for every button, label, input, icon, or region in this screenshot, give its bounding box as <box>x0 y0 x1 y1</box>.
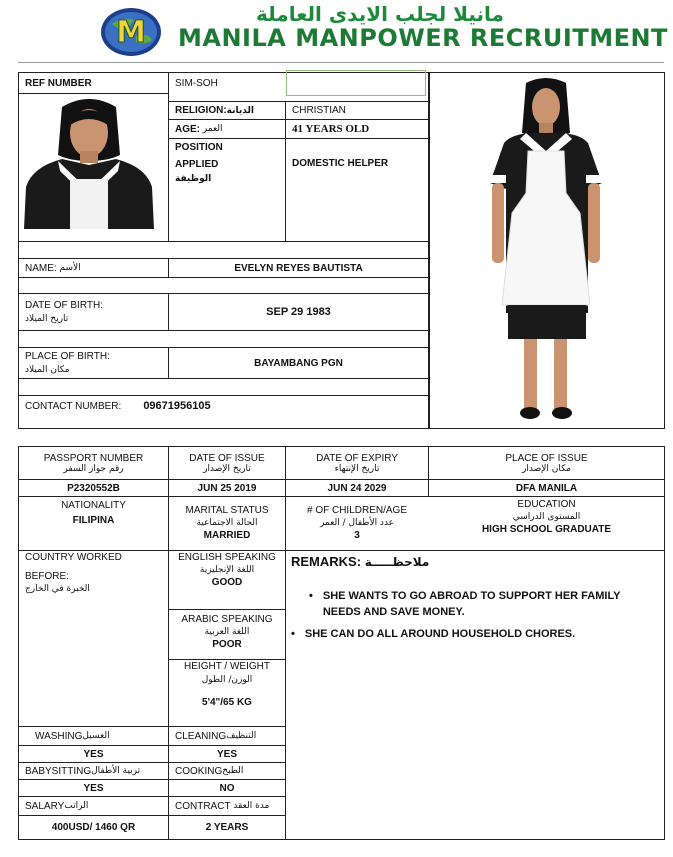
passport-number-header: PASSPORT NUMBER رقم جواز السفر <box>43 452 144 474</box>
place-of-issue-header: PLACE OF ISSUE مكان الإصدار <box>505 452 588 474</box>
date-of-issue-value: JUN 25 2019 <box>197 482 257 494</box>
contract-value: 2 YEARS <box>205 822 249 833</box>
english-speaking-cell: ENGLISH SPEAKING اللغة الإنجليزية GOOD <box>178 552 276 588</box>
portrait-photo-small <box>22 95 156 229</box>
dob-label: DATE OF BIRTH: تاريخ الميلاد <box>25 300 103 324</box>
salary-value: 400USD/ 1460 QR <box>51 822 136 833</box>
babysitting-value: YES <box>83 782 104 794</box>
place-of-issue-value: DFA MANILA <box>515 482 578 494</box>
name-label: NAME: الأسم <box>25 262 81 274</box>
name-value: EVELYN REYES BAUTISTA <box>234 262 363 274</box>
age-label: AGE: العمر <box>175 123 223 135</box>
arabic-speaking-cell: ARABIC SPEAKING اللغة العربية POOR <box>181 614 273 650</box>
religion-value: CHRISTIAN <box>292 105 346 116</box>
remark-item: • SHE CAN DO ALL AROUND HOUSEHOLD CHORES. <box>291 627 576 640</box>
cleaning-label: CLEANING التنظيف <box>175 730 257 742</box>
remarks-title: REMARKS: ملاحظـــــة <box>291 554 430 569</box>
height-weight-cell: HEIGHT / WEIGHT الوزن/ الطول 5'4"/65 KG <box>184 661 270 708</box>
ref-label: REF NUMBER <box>25 78 92 89</box>
header-english-title: MANILA MANPOWER RECRUITMENT <box>178 24 668 52</box>
date-of-issue-header: DATE OF ISSUE تاريخ الإصدار <box>189 452 265 474</box>
contact-value: 09671956105 <box>143 400 211 412</box>
pob-value: BAYAMBANG PGN <box>254 357 343 369</box>
dob-value: SEP 29 1983 <box>266 306 331 318</box>
babysitting-label: BABYSITTING تربية الأطفال <box>25 765 141 777</box>
pob-label: PLACE OF BIRTH: مكان الميلاد <box>25 351 110 375</box>
header-divider <box>18 62 664 63</box>
position-value: DOMESTIC HELPER <box>292 157 389 169</box>
country-worked-cell: COUNTRY WORKED BEFORE: الخبرة في الخارج <box>25 552 122 594</box>
date-of-expiry-header: DATE OF EXPIRY تاريخ الإنتهاء <box>316 452 398 474</box>
marital-status-cell: MARITAL STATUS الحالة الاجتماعية MARRIED <box>185 505 269 541</box>
ref-value: SIM-SOH <box>175 78 218 89</box>
company-logo <box>100 6 162 58</box>
contact-label: CONTACT NUMBER: <box>25 400 122 412</box>
portrait-photo-full <box>429 72 665 429</box>
cleaning-value: YES <box>216 748 237 760</box>
religion-label: RELIGION: الديانة <box>175 105 254 116</box>
cooking-label: COOKING الطبخ <box>175 765 244 777</box>
remarks-box <box>291 554 661 649</box>
remark-item: • SHE WANTS TO GO ABROAD TO SUPPORT HER FAMILY NEEDS AND SAVE MONEY. <box>309 590 621 618</box>
header-arabic-title: مانيلا لجلب الايدى العاملة <box>256 2 504 26</box>
age-value: 41 YEARS OLD <box>292 123 370 135</box>
date-of-expiry-value: JUN 24 2029 <box>327 482 387 494</box>
ref-blank-box <box>286 70 426 96</box>
salary-label: SALARY الراتب <box>25 800 89 812</box>
washing-label: WASHING الغسيل <box>35 730 110 742</box>
education-cell: EDUCATION المستوى الدراسي HIGH SCHOOL GRADUATE <box>481 499 612 535</box>
nationality-cell: NATIONALITY FILIPINA <box>61 500 126 526</box>
washing-value: YES <box>83 748 104 760</box>
svg-text:M: M <box>116 15 146 50</box>
cooking-value: NO <box>219 782 235 794</box>
position-label: POSITION APPLIED الوظيفة <box>175 142 223 184</box>
contract-label: CONTRACT مدة العقد <box>175 800 270 812</box>
children-cell: # OF CHILDREN/AGE عدد الأطفال / العمر 3 <box>306 505 408 541</box>
contact-row <box>19 396 419 416</box>
passport-number-value: P2320552B <box>67 482 120 494</box>
